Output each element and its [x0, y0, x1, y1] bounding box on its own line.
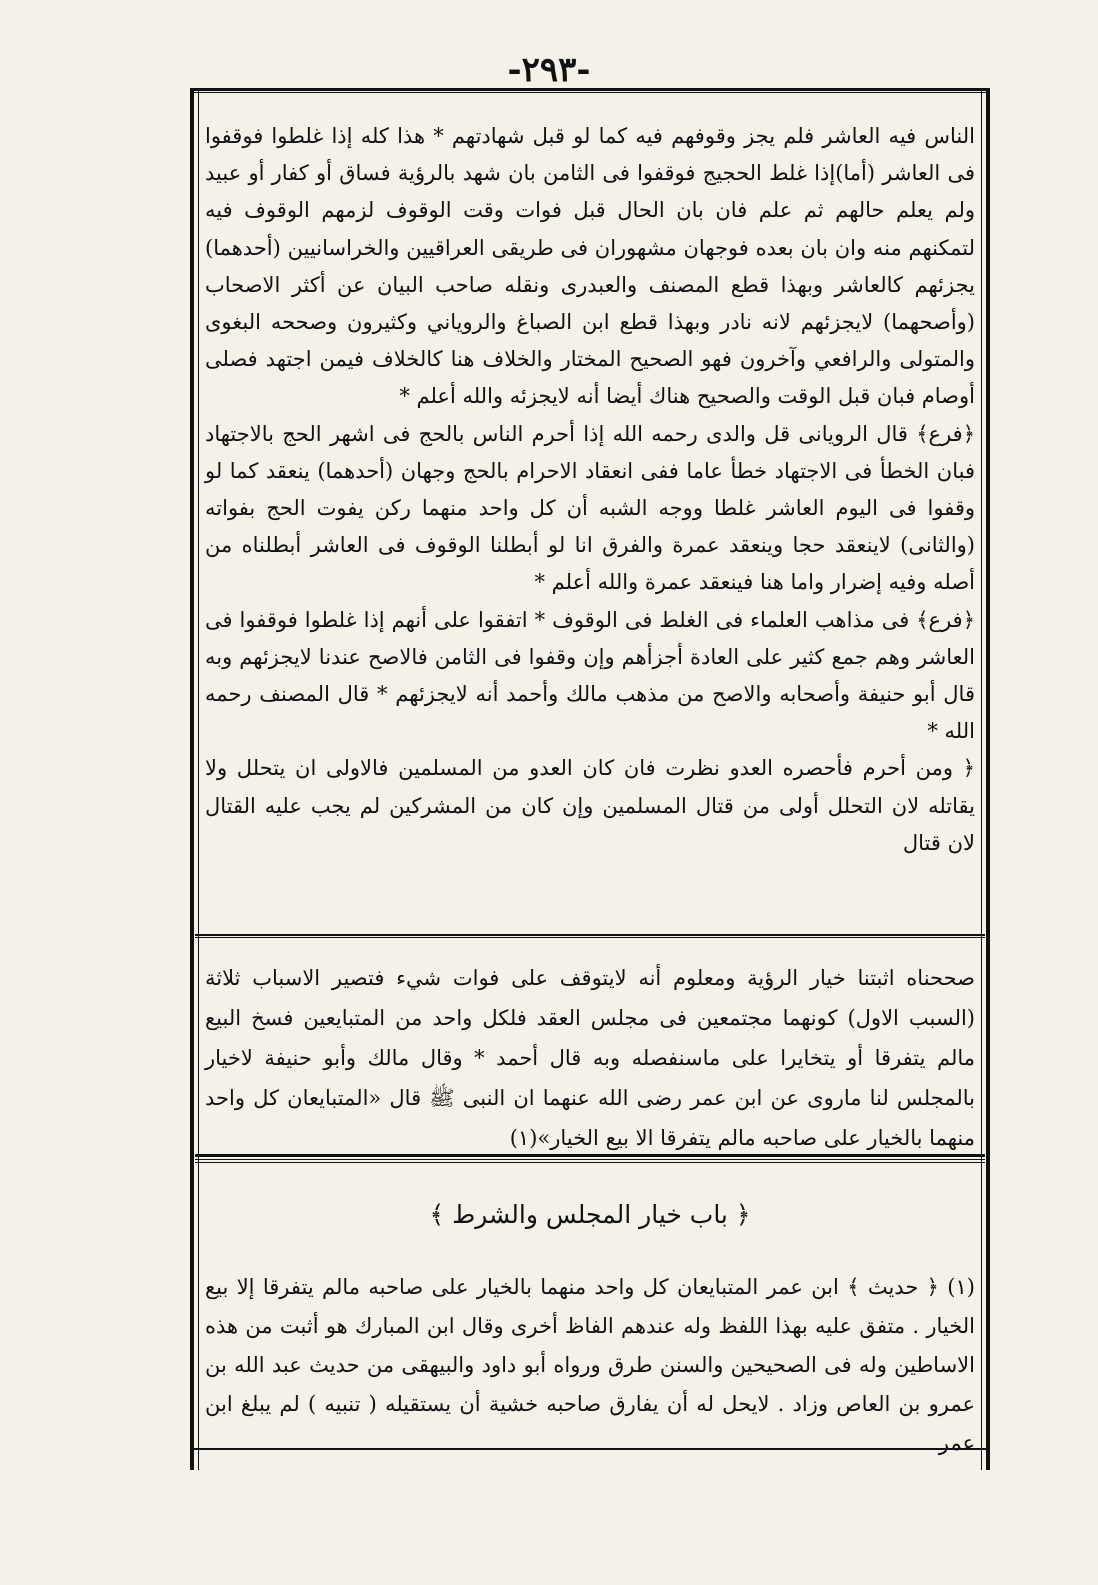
main-text — [205, 118, 975, 862]
section-divider — [195, 1154, 985, 1160]
commentary-paragraph-1: (١) ﴿ حديث ﴾ ابن عمر المتبايعان كل واحد منهما بالخيار على صاحبه مالم يتفرقا إلا بيع الخيار . متفق عليه بهذا اللفظ وله عندهم الفاظ أخرى وقال ابن المبارك هو أثبت من هذه الاساطين وله فى الصحيحين والسنن طرق ورواه أبو داود والبيهقى من حديث عبد الله بن عمرو بن العاص وزاد . لايحل له أن يفارق صاحبه خشية أن يستقيله ( تنبيه ) لم يبلغ ابن عمر — [205, 1275, 975, 1455]
sharh-notes — [205, 958, 975, 1158]
main-paragraph-4: ﴿ ومن أحرم فأحصره العدو نظرت فان كان العدو من المسلمين فالاولى ان يتحلل ولا يقاتله لان التحلل أولى من قتال المسلمين وإن كان من المشركين لم يجب عليه القتال لان قتال — [205, 756, 975, 855]
page-number: -٢٩٣- — [507, 50, 591, 90]
chapter-title: ﴿ باب خيار المجلس والشرط ﴾ — [429, 1200, 751, 1229]
main-paragraph-2: ﴿فرع﴾ قال الرويانى قل والدى رحمه الله إذا أحرم الناس بالحج فى اشهر الحج بالاجتهاد فبان الخطأ فى الاجتهاد خطأ عاما ففى انعقاد الاحرام بالحج وجهان (أحدهما) ينعقد كما لو وقفوا فى اليوم العاشر غلطا ووجه الشبه أن كل واحد منهما ركن يفوت الحج بفواته (والثانى) لاينعقد حجا وينعقد عمرة والفرق انا لو أبطلنا الوقوف فى العاشر أبطلناه من أصله وفيه إضرار واما هنا فينعقد عمرة والله أعلم * — [205, 421, 975, 595]
bottom-rule — [190, 1448, 990, 1452]
notes-paragraph-1: صححناه اثبتنا خيار الرؤية ومعلوم أنه لايتوقف على فوات شيء فتصير الاسباب ثلاثة (السبب الاول) كونهما مجتمعين فى مجلس العقد فلكل واحد من المتبايعين فسخ البيع مالم يتفرقا أو يتخايرا على ماسنفصله وبه قال أحمد * وقال مالك وأبو حنيفة لاخيار بالمجلس لنا ماروى عن ابن عمر رضى الله عنهما ان النبى ﷺ قال «المتبايعان كل واحد منهما بالخيار على صاحبه مالم يتفرقا الا بيع الخيار»(١) — [205, 966, 975, 1150]
hadith-commentary — [205, 1268, 975, 1463]
main-paragraph-3: ﴿فرع﴾ فى مذاهب العلماء فى الغلط فى الوقوف * اتفقوا على أنهم إذا غلطوا فوقفوا فى العاشر وهم جمع كثير على العادة أجزأهم وإن وقفوا فى الثامن فالاصح عندنا لايجزئهم وبه قال أبو حنيفة وأصحابه والاصح من مذهب مالك وأحمد أنه لايجزئهم * قال المصنف رحمه الله * — [205, 607, 975, 744]
section-divider — [195, 934, 985, 938]
main-paragraph-1: الناس فيه العاشر فلم يجز وقوفهم فيه كما لو قبل شهادتهم * هذا كله إذا غلطوا فوقفوا فى العاشر (أما)إذا غلط الحجيج فوقفوا فى الثامن بان شهد بالرؤية فساق أو كفار أو عبيد ولم يعلم حالهم ثم علم فان بان الحال قبل فوات وقت الوقوف لزمهم الوقوف فيه لتمكنهم منه وان بان بعده فوجهان مشهوران فى طريقى العراقيين والخراسانيين (أحدهما) يجزئهم كالعاشر وبهذا قطع المصنف والعبدرى ونقله صاحب البيان عن أكثر الاصحاب (وأصحهما) لايجزئهم لانه نادر وبهذا قطع ابن الصباغ والروياني وكثيرون وصححه البغوى والمتولى والرافعي وآخرون فهو الصحيح المختار والخلاف هنا كالخلاف فيمن اجتهد فصلى أوصام فبان قبل الوقت والصحيح هناك أيضا أنه لايجزئه والله أعلم * — [205, 124, 976, 409]
section-divider-thin — [195, 1162, 985, 1164]
